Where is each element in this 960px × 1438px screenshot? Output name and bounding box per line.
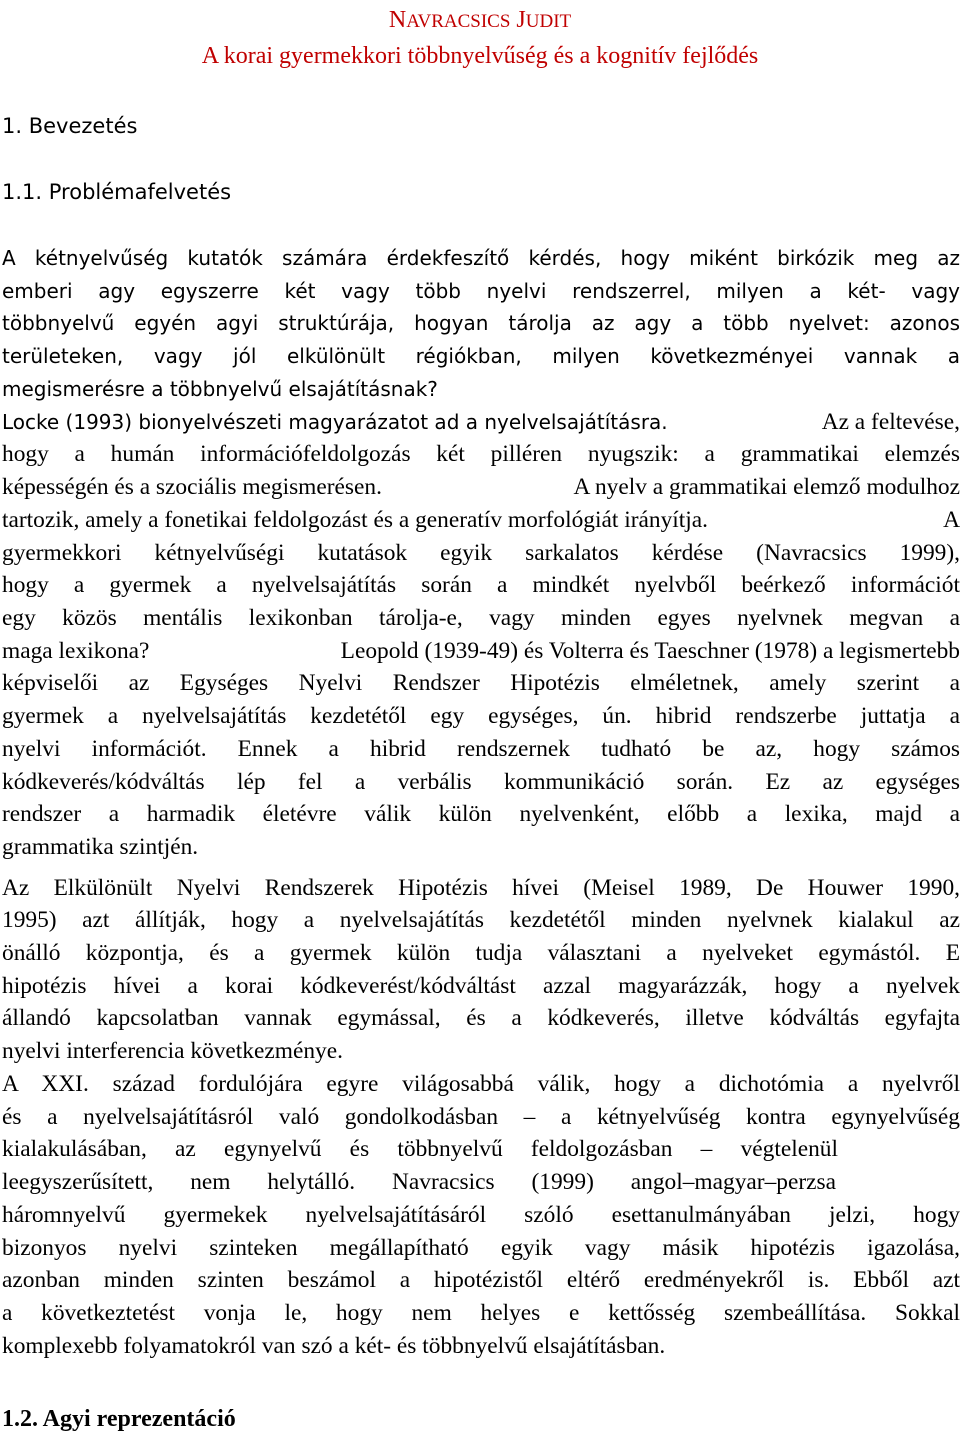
paragraph-21st-century <box>2 1068 960 1362</box>
text-line: kialakulásában, az egynyelvű és többnyelvű feldolgozásban – végtelenül <box>2 1136 838 1163</box>
text-line-mixed <box>2 635 960 668</box>
text-line: önálló központja, és a gyermek külön tudja választani a nyelveket egymástól. E <box>2 940 960 967</box>
text-line: többnyelvű egyén agyi struktúrája, hogyan tárolja az agy a több nyelvet: azonos <box>2 311 960 336</box>
section-heading-1-1: 1.1. Problémafelvetés <box>2 180 232 204</box>
text-line: területeken, vagy jól elkülönült régiókban, milyen következményei vannak a <box>2 344 960 369</box>
text-line: nyelvi információt. Ennek a hibrid rendszernek tudható be az, hogy számos <box>2 735 960 762</box>
paragraph-separate-systems <box>2 872 960 1068</box>
text-line: grammatika szintjén. <box>2 834 199 861</box>
text-line-mixed <box>2 406 960 439</box>
text-line: hogy a humán információfeldolgozás két pilléren nyugszik: a grammatikai elemzés <box>2 441 960 468</box>
text-line: A <box>943 506 960 533</box>
text-line: 1995) azt állítják, hogy a nyelvelsajátítás kezdetétől minden nyelvnek kialakul az <box>2 907 960 934</box>
text-line: A kétnyelvűség kutatók számára érdekfeszítő kérdés, hogy miként birkózik meg az <box>2 246 960 270</box>
text-line-mixed <box>2 504 960 537</box>
author-first-rest: AVRACSICS <box>406 11 511 32</box>
text-line: gyermekkori kétnyelvűségi kutatások egyik sarkalatos kérdése (Navracsics 1999), <box>2 539 960 566</box>
text-line: Leopold (1939-49) és Volterra és Taeschner (1978) a legismertebb <box>340 637 960 664</box>
text-line: nyelvi interferencia következménye. <box>2 1038 343 1065</box>
text-line: azonban minden szinten beszámol a hipotézistől eltérő eredményekről is. Ebből azt <box>2 1267 960 1294</box>
author-name <box>0 3 960 39</box>
text-line: komplexebb folyamatokról van szó a két- és többnyelvű elsajátításban. <box>2 1332 666 1359</box>
text-line: Az Elkülönült Nyelvi Rendszerek Hipotézis hívei (Meisel 1989, De Houwer 1990, <box>2 874 960 901</box>
text-line: és a nyelvelsajátításról való gondolkodásban – a kétnyelvűség kontra egynyelvűség <box>2 1103 960 1130</box>
text-line: megismerésre a többnyelvű elsajátításnak? <box>2 376 438 401</box>
text-line: hogy a gyermek a nyelvelsajátítás során a mindkét nyelvből beérkező információt <box>2 572 960 599</box>
text-line: gyermek a nyelvelsajátítás kezdetétől egy egységes, ún. hibrid rendszerbe juttatja a <box>2 703 960 730</box>
text-line: hipotézis hívei a korai kódkeverést/kódváltást azzal magyarázzák, hogy a nyelvek <box>2 972 960 999</box>
text-line: emberi agy egyszerre két vagy több nyelvi rendszerrel, milyen a két- vagy <box>2 278 960 303</box>
section-heading-1-2: 1.2. Agyi reprezentáció <box>2 1406 236 1432</box>
text-line: állandó kapcsolatban vannak egymással, és a kódkeverés, illetve kódváltás egyfajta <box>2 1005 960 1032</box>
text-line: A nyelv a grammatikai elemző modulhoz <box>573 474 960 501</box>
text-line: képviselői az Egységes Nyelvi Rendszer Hipotézis elméletnek, amely szerint a <box>2 670 960 697</box>
text-line: képességén és a szociális megismerésen. <box>2 474 382 501</box>
text-line: bizonyos nyelvi szinteken megállapítható egyik vagy másik hipotézis igazolása, <box>2 1234 960 1261</box>
section-heading-1: 1. Bevezetés <box>2 114 138 138</box>
text-line: Locke (1993) bionyelvészeti magyarázatot ad a nyelvelsajátításra. <box>2 409 668 434</box>
text-line: maga lexikona? <box>2 637 150 664</box>
text-line: Az a feltevése, <box>821 408 960 435</box>
text-line: kódkeverés/kódváltás lép fel a verbális kommunikáció során. Ez az egységes <box>2 768 960 795</box>
author-first-initial: N <box>388 7 407 33</box>
text-line: rendszer a harmadik életévre válik külön nyelvenként, előbb a lexika, majd a <box>2 801 960 828</box>
author-last-initial: J <box>516 7 526 33</box>
text-line: a következtetést vonja le, hogy nem helyes e kettősség szembeállítása. Sokkal <box>2 1300 960 1327</box>
paragraph-problem-statement <box>2 242 960 438</box>
author-last-rest: UDIT <box>525 11 572 32</box>
text-line: A XXI. század fordulójára egyre világosabbá válik, hogy a dichotómia a nyelvről <box>2 1071 960 1097</box>
document-title: A korai gyermekkori többnyelvűség és a kognitív fejlődés <box>201 43 759 69</box>
text-line: leegyszerűsített, nem helytálló. Navracsics (1999) angol–magyar–perzsa <box>2 1169 836 1196</box>
text-line: háromnyelvű gyermekek nyelvelsajátításáról szóló esettanulmányában jelzi, hogy <box>2 1201 960 1228</box>
text-line: egy közös mentális lexikonban tárolja-e, vagy minden egyes nyelvnek megvan a <box>2 604 960 631</box>
text-line: tartozik, amely a fonetikai feldolgozást és a generatív morfológiát irányítja. <box>2 506 709 533</box>
paragraph-locke <box>2 438 960 863</box>
text-line-mixed <box>2 471 960 504</box>
